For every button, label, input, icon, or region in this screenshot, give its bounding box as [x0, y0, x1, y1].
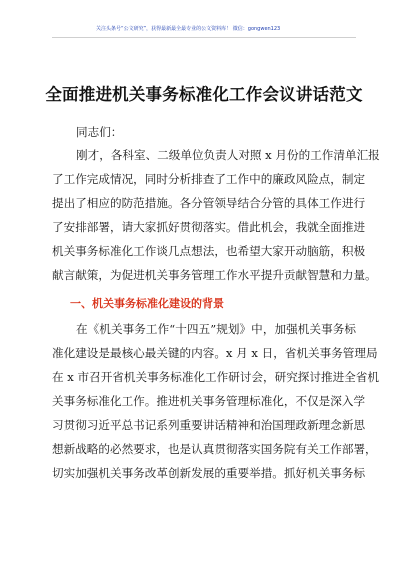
paragraph-line: 了工作完成情况，同时分析排查了工作中的廉政风险点，制定: [52, 172, 366, 186]
paragraph-line: 习贯彻习近平总书记系列重要讲话精神和治国理政新理念新思: [52, 418, 366, 432]
paragraph-line: 机关事务标准化工作谈几点想法，也希望大家开动脑筋，积极: [52, 244, 366, 258]
paragraph-line: 提出了相应的防范措施。各分管领导结合分管的具体工作进行: [52, 196, 366, 210]
paragraph-line: 了安排部署，请大家抓好贯彻落实。借此机会，我就全面推进: [52, 220, 366, 234]
paragraph-line: 关事务标准化工作。推进机关事务管理标准化，不仅是深入学: [52, 394, 366, 408]
paragraph-line: 在《机关事务工作“十四五”规划》中，加强机关事务标: [76, 322, 356, 336]
paragraph-line: 想新战略的必然要求，也是认真贯彻落实国务院有关工作部署，: [52, 442, 377, 456]
paragraph-line: 在 x 市召开省机关事务标准化工作研讨会，研究探讨推进全省机: [52, 370, 379, 384]
greeting: 同志们：: [76, 125, 123, 139]
promo-banner: 关注头条号“公文研究”，获得最新最全最专业的公文资料库！ 微信：gongwen123: [96, 26, 281, 32]
paragraph-line: 准化建设是最核心最关键的内容。x 月 x 日，省机关事务管理局: [52, 346, 378, 360]
paragraph-line: 献言献策，为促进机关事务管理工作水平提升贡献智慧和力量。: [52, 268, 377, 282]
paragraph-line: 刚才，各科室、二级单位负责人对照 x 月份的工作清单汇报: [76, 148, 380, 162]
section-heading: 一、机关事务标准化建设的背景: [70, 297, 224, 310]
paragraph-line: 切实加强机关事务改革创新发展的重要举措。抓好机关事务标: [52, 466, 366, 480]
header-divider: [52, 37, 356, 38]
document-title: 全面推进机关事务标准化工作会议讲话范文: [45, 85, 363, 104]
